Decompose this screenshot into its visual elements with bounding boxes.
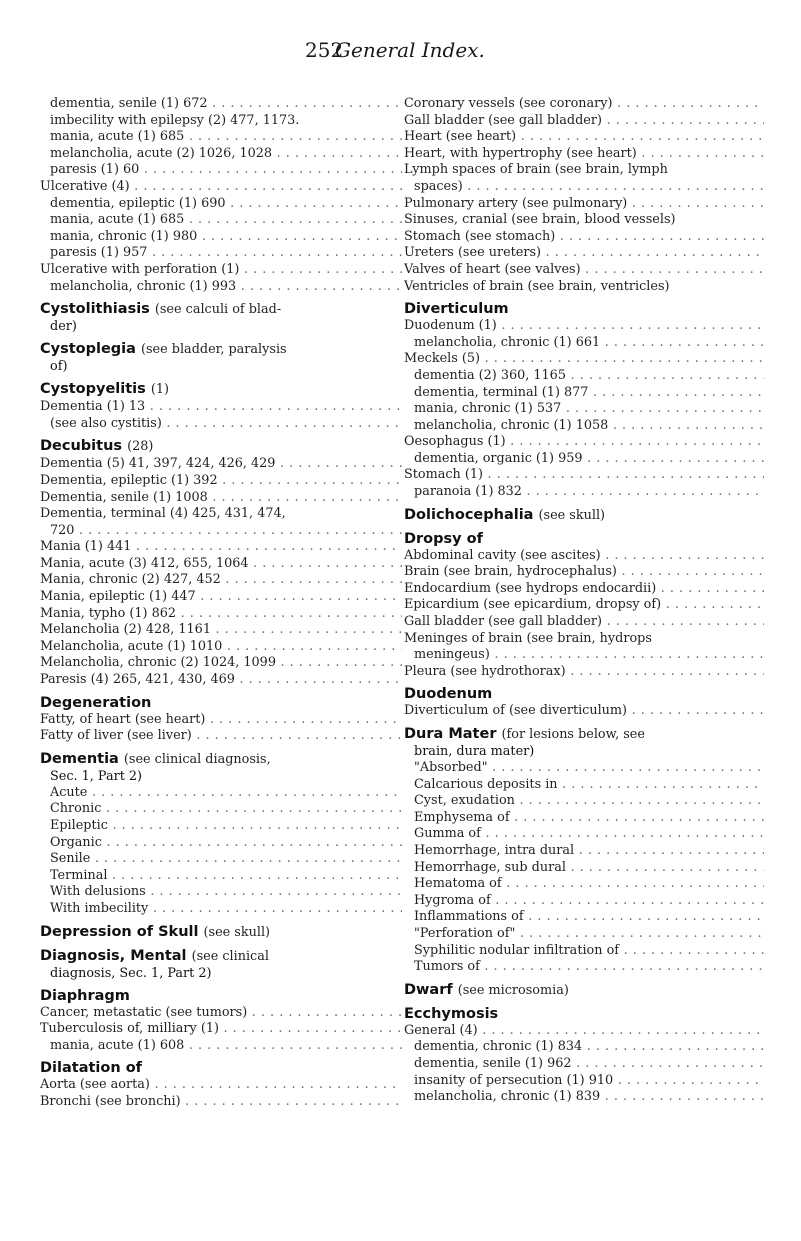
index-entry: Aorta (see aorta) . . . (40, 1077, 402, 1094)
index-heading (40, 1059, 402, 1077)
index-entry: Fatty of liver (see liver) . . . (40, 728, 402, 745)
heading-title: Dilatation of (40, 1060, 142, 1077)
index-subentry: "Perforation of" . . . (404, 926, 764, 943)
index-entry: Mania, chronic (2) 427, 452 . . . (40, 572, 402, 589)
index-heading (404, 530, 764, 548)
index-entry: Brain (see brain, hydrocephalus) . . . (404, 564, 764, 581)
left-column (40, 96, 402, 1111)
index-entry: Stomach (see stomach) . . . (404, 229, 764, 246)
index-heading (40, 694, 402, 712)
index-subentry: Syphilitic nodular infiltration of . . . (404, 943, 764, 960)
heading-title: Cystoplegia (40, 341, 136, 358)
index-subentry: "Absorbed" . . . (404, 760, 764, 777)
index-subentry: mania, chronic (1) 537 . . . (404, 401, 764, 418)
index-subentry: dementia, terminal (1) 877 . . . (404, 385, 764, 402)
index-subentry: Terminal . . . (40, 868, 402, 885)
heading-title: Diagnosis, Mental (40, 947, 187, 964)
index-subentry: With delusions . . . (40, 884, 402, 901)
index-entry: Gall bladder (see gall bladder) . . . (404, 113, 764, 130)
index-entry: General (4) . . . (404, 1023, 764, 1040)
right-column (404, 96, 764, 1106)
index-entry: Abdominal cavity (see ascites) . . . (404, 548, 764, 565)
heading-note: (for lesions below, see (501, 727, 645, 742)
index-entry: Diverticulum of (see diverticulum) . . . (404, 703, 764, 720)
index-subentry: dementia, organic (1) 959 . . . (404, 451, 764, 468)
index-subentry: melancholia, chronic (1) 661 . . . (404, 335, 764, 352)
index-entry: Ventricles of brain (see brain, ventricles) (404, 278, 670, 294)
index-subentry: 720 . . . (40, 523, 402, 540)
index-entry: Melancholia (2) 428, 1161 . . . (40, 622, 402, 639)
index-entry: Melancholia, chronic (2) 1024, 1099 . . . (40, 655, 402, 672)
index-subentry: With imbecility . . . (40, 901, 402, 918)
index-heading (40, 300, 402, 335)
index-heading (40, 987, 402, 1005)
heading-note: (see bladder, paralysis (141, 342, 287, 358)
index-entry: Stomach (1) . . . (404, 467, 764, 484)
index-entry: Pleura (see hydrothorax) . . . (404, 664, 764, 681)
index-subentry: dementia, chronic (1) 834 . . . (404, 1039, 764, 1056)
index-entry: Tuberculosis of, milliary (1) . . . (40, 1021, 402, 1038)
index-subentry: Calcarious deposits in . . . (404, 777, 764, 794)
index-entry: Fatty, of heart (see heart) . . . (40, 712, 402, 729)
heading-title: Dropsy of (404, 530, 483, 547)
index-subentry: dementia, senile (1) 962 . . . (404, 1056, 764, 1073)
index-entry: Dementia (5) 41, 397, 424, 426, 429 . . . (40, 456, 402, 473)
heading-title: Diverticulum (404, 301, 509, 318)
index-entry: Mania (1) 441 . . . (40, 539, 402, 556)
index-subentry: paranoia (1) 832 . . . (404, 484, 764, 501)
index-subentry: melancholia, acute (2) 1026, 1028 . . . (40, 146, 402, 163)
heading-note: (see skull) (538, 507, 606, 523)
heading-title: Cystopyelitis (40, 381, 146, 398)
index-entry: Heart, with hypertrophy (see heart) . . . (404, 146, 764, 163)
index-entry: Bronchi (see bronchi) . . . (40, 1094, 402, 1111)
index-entry: Endocardium (see hydrops endocardii) . . . (404, 581, 764, 598)
index-subentry: paresis (1) 60 . . . (40, 162, 402, 179)
running-title: General Index. (335, 38, 485, 62)
heading-title: Diaphragm (40, 987, 130, 1004)
index-subentry: imbecility with epilepsy (2) 477, 1173. (50, 112, 300, 128)
index-subentry: melancholia, chronic (1) 839 . . . (404, 1089, 764, 1106)
heading-note: (28) (127, 439, 154, 455)
index-entry: Oesophagus (1) . . . (404, 434, 764, 451)
heading-note: (see calculi of blad- (154, 302, 282, 318)
index-subentry: dementia, senile (1) 672 . . . (40, 96, 402, 113)
index-heading (404, 506, 764, 525)
index-heading (40, 437, 402, 456)
heading-title: Dolichocephalia (404, 506, 534, 523)
index-entry: Epicardium (see epicardium, dropsy of) . . . (404, 597, 764, 614)
heading-title: Depression of Skull (40, 923, 199, 940)
index-subentry: Chronic . . . (40, 801, 402, 818)
index-entry: Meninges of brain (see brain, hydrops (404, 630, 652, 646)
index-subentry: Acute . . . (40, 785, 402, 802)
index-subentry: Senile . . . (40, 851, 402, 868)
index-entry: Dementia, terminal (4) 425, 431, 474, (40, 506, 286, 522)
index-subentry: mania, acute (1) 608 . . . (40, 1038, 402, 1055)
index-subentry: paresis (1) 957 . . . (40, 245, 402, 262)
index-entry: Melancholia, acute (1) 1010 . . . (40, 639, 402, 656)
index-entry: Heart (see heart) . . . (404, 129, 764, 146)
index-subentry: Tumors of . . . (404, 959, 764, 976)
index-subentry: dementia, epileptic (1) 690 . . . (40, 196, 402, 213)
index-subentry: Hemorrhage, sub dural . . . (404, 860, 764, 877)
index-subentry: melancholia, chronic (1) 993 . . . (40, 279, 402, 296)
heading-title: Ecchymosis (404, 1005, 499, 1022)
heading-title: Dwarf (404, 981, 453, 998)
index-entry: Pulmonary artery (see pulmonary) . . . (404, 196, 764, 213)
index-entry: Mania, epileptic (1) 447 . . . (40, 589, 402, 606)
heading-title: Dura Mater (404, 726, 497, 742)
index-subentry: Epileptic . . . (40, 818, 402, 835)
index-heading (404, 981, 764, 1000)
index-subentry: Emphysema of . . . (404, 810, 764, 827)
heading-title: Degeneration (40, 694, 152, 711)
heading-note-continued: der) (50, 319, 77, 335)
index-subentry: mania, acute (1) 685 . . . (40, 212, 402, 229)
index-entry: Mania, typho (1) 862 . . . (40, 606, 402, 623)
index-heading (40, 380, 402, 399)
index-heading (404, 685, 764, 703)
index-heading (40, 923, 402, 942)
heading-note: (see microsomia) (457, 982, 569, 998)
index-entry: Meckels (5) . . . (404, 351, 764, 368)
heading-note: (see clinical diagnosis, (123, 751, 271, 767)
index-entry: Lymph spaces of brain (see brain, lymph (404, 162, 668, 178)
index-subentry: Gumma of . . . (404, 826, 764, 843)
index-subentry: Hemorrhage, intra dural . . . (404, 843, 764, 860)
index-entry: Dementia, senile (1) 1008 . . . (40, 490, 402, 507)
index-subentry: spaces) . . . (404, 179, 764, 196)
index-entry: Coronary vessels (see coronary) . . . (404, 96, 764, 113)
heading-note-continued: Sec. 1, Part 2) (50, 768, 143, 784)
index-entry: Valves of heart (see valves) . . . (404, 262, 764, 279)
heading-note: (see skull) (203, 924, 271, 940)
index-subentry: meningeus) . . . (404, 647, 764, 664)
index-subentry: melancholia, chronic (1) 1058 . . . (404, 418, 764, 435)
index-entry: Mania, acute (3) 412, 655, 1064 . . . (40, 556, 402, 573)
index-subentry: Organic . . . (40, 835, 402, 852)
index-subentry: mania, chronic (1) 980 . . . (40, 229, 402, 246)
index-subentry: Hematoma of . . . (404, 876, 764, 893)
index-subentry: Inflammations of . . . (404, 909, 764, 926)
index-entry: Gall bladder (see gall bladder) . . . (404, 614, 764, 631)
index-heading (404, 1005, 764, 1023)
index-entry: Dementia, epileptic (1) 392 . . . (40, 473, 402, 490)
heading-note-continued: brain, dura mater) (414, 744, 535, 759)
heading-title: Cystolithiasis (40, 301, 150, 318)
index-entry: Ureters (see ureters) . . . (404, 245, 764, 262)
index-heading (40, 750, 402, 785)
index-heading (404, 300, 764, 318)
index-entry: Ulcerative (4) . . . (40, 179, 402, 196)
heading-note-continued: diagnosis, Sec. 1, Part 2) (50, 965, 212, 981)
page-header (0, 38, 801, 68)
index-entry: Dementia (1) 13 . . . (40, 399, 402, 416)
heading-note-continued: of) (50, 359, 68, 375)
index-entry: Cancer, metastatic (see tumors) . . . (40, 1005, 402, 1022)
index-subentry: mania, acute (1) 685 . . . (40, 129, 402, 146)
index-subentry: dementia (2) 360, 1165 . . . (404, 368, 764, 385)
index-subentry: insanity of persecution (1) 910 . . . (404, 1073, 764, 1090)
index-subentry: Hygroma of . . . (404, 893, 764, 910)
heading-note: (1) (150, 382, 169, 398)
index-entry: Sinuses, cranial (see brain, blood vessels) (404, 212, 676, 228)
page-number: 252 (305, 38, 344, 62)
index-entry: Ulcerative with perforation (1) . . . (40, 262, 402, 279)
index-subentry: Cyst, exudation . . . (404, 793, 764, 810)
index-entry: Duodenum (1) . . . (404, 318, 764, 335)
index-heading (404, 725, 764, 760)
heading-title: Decubitus (40, 438, 123, 455)
heading-title: Duodenum (404, 686, 493, 703)
heading-title: Dementia (40, 750, 119, 767)
index-entry: Paresis (4) 265, 421, 430, 469 . . . (40, 672, 402, 689)
index-subentry: (see also cystitis) . . . (40, 416, 402, 433)
index-heading (40, 947, 402, 982)
index-heading (40, 340, 402, 375)
heading-note: (see clinical (191, 948, 269, 964)
